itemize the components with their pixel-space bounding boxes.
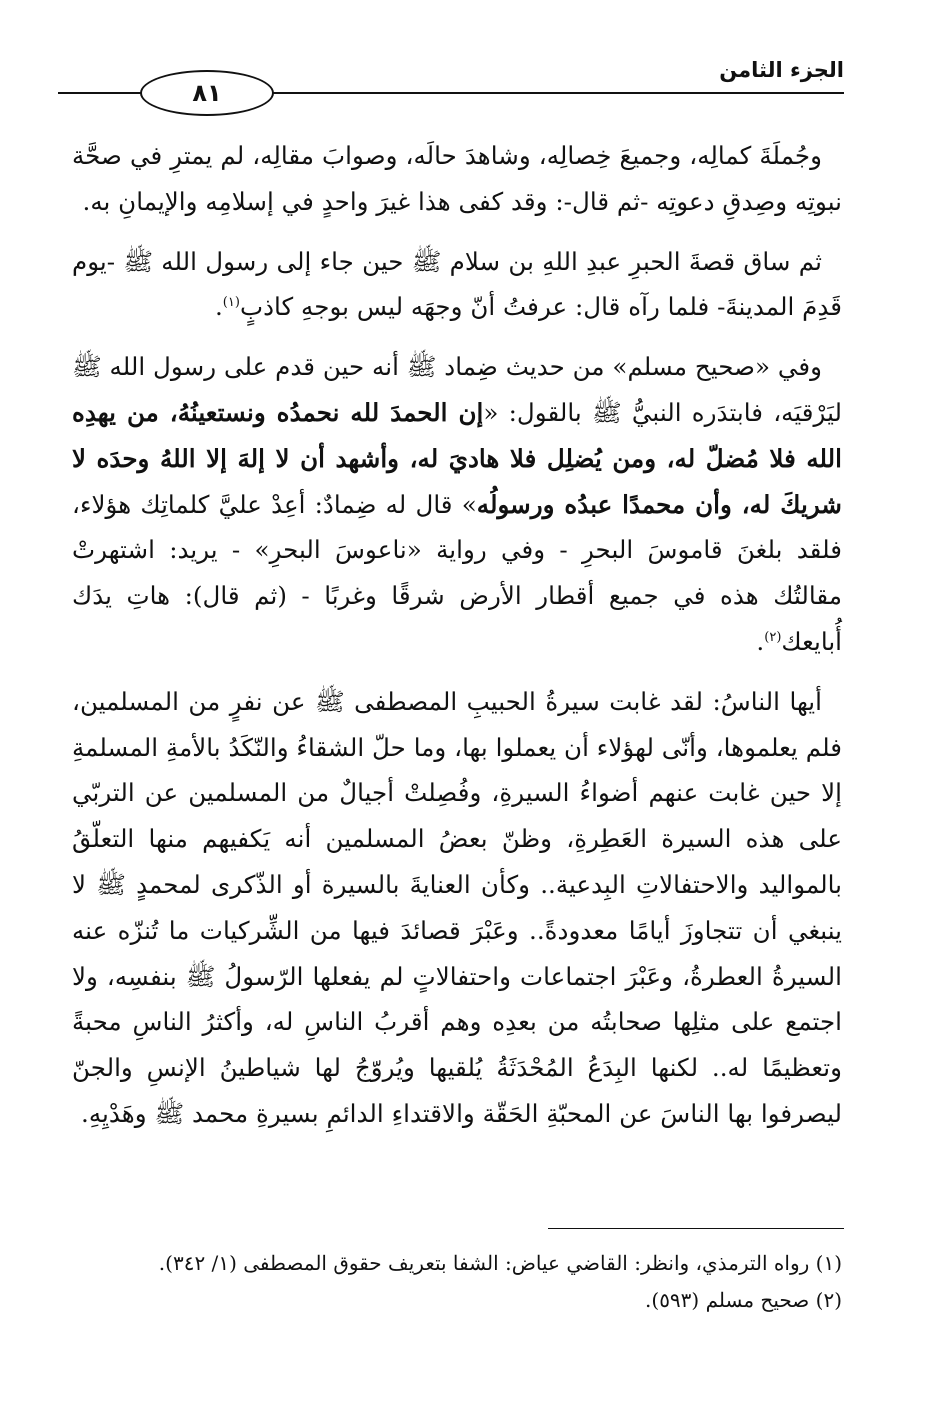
page-number: ٨١ — [140, 70, 274, 116]
hadith-quote: إن الحمدَ لله نحمدُه ونستعينُهُ، من يهدِه الله فلا مُضلّ له، ومن يُضلِل فلا هاديَ له، وأشهد أن لا إلهَ إلا اللهُ وحدَه لا شريكَ له، وأن محمدًا عبدُه ورسولُه — [72, 397, 842, 519]
footnotes — [60, 1245, 842, 1319]
paragraph-3-rest: » قال له ضِمادٌ: أعِدْ عليَّ كلماتِك هؤلاء، فلقد بلغنَ قاموسَ البحرِ - وفي رواية «ناعوسَ البحرِ» - يريد: اشتهرتْ مقالتُك هذه في جميع أقطار الأرض شرقًا وغربًا - (ثم قال): هاتِ يدَك أُبايعك — [72, 489, 842, 656]
page-header — [58, 40, 844, 110]
paragraph-1: وجُملَةَ كمالِه، وجميعَ خِصالِه، وشاهدَ حالَه، وصوابَ مقالِه، لم يمترِ في صحَّة نبوتِه وصِدقِ دعوتِه -ثم قال-: وقد كفى هذا غيرَ واحدٍ في إسلامِه والإيمانِ به. — [72, 141, 842, 216]
paragraph-3 — [72, 344, 842, 665]
paragraph-3-intro: وفي «صحيح مسلم» من حديث ضِماد ﷺ أنه حين قدم على رسول الله ﷺ ليَرْقيَه، فابتدَره النبيُّ ﷺ بالقول: « — [72, 352, 842, 427]
paragraph-3-end: . — [756, 626, 765, 656]
paragraph-4: أيها الناسُ: لقد غابت سيرةُ الحبيبِ المصطفى ﷺ عن نفرٍ من المسلمين، فلم يعلموها، وأنّى لهؤلاء أن يعملوا بها، وما حلّ الشقاءُ والنّكَدُ بالأمةِ المسلمةِ إلا حين غابت عنهم أضواءُ السيرةِ، وفُصِلتْ أجيالٌ من المسلمين عن التربّي على هذه السيرة العَطِرةِ، وظنّ بعضُ المسلمين أنه يَكفيهم منها التعلّقُ بالمواليد والاحتفالاتِ البِدعية.. وكأن العنايةَ بالسيرة أو الذّكرى لمحمدٍ ﷺ لا ينبغي أن تتجاوزَ أيامًا معدودةً.. وعَبْرَ قصائدَ فيها من الشِّركيات ما تُنزّه عنه السيرةُ العطرةُ، وعَبْرَ اجتماعات واحتفالاتٍ لم يفعلها الرّسولُ ﷺ بنفسِه، ولا اجتمع على مثلِها صحابتُه من بعدِه وهم أقربُ الناسِ له، وأكثرُ الناسِ محبةً وتعظيمًا له.. لكنها البِدَعُ المُحْدَثَةُ يُلقيها ويُروّجُ لها شياطينُ الإنسِ والجنّ ليصرفوا بها الناسَ عن المحبّةِ الحَقّة والاقتداءِ الدائمِ بسيرةِ محمد ﷺ وهَدْيِهِ. — [72, 686, 842, 1128]
footnote-rule — [548, 1228, 844, 1229]
paragraph-2-text: ثم ساق قصةَ الحبرِ عبدِ اللهِ بن سلام ﷺ حين جاء إلى رسول الله ﷺ -يوم قَدِمَ المدينةَ- فلما رآه قال: عرفتُ أنّ وجهَه ليس بوجهِ كاذبٍ — [72, 246, 842, 322]
footnote-1: (١) رواه الترمذي، وانظر: القاضي عياض: الشفا بتعريف حقوق المصطفى (١/ ٣٤٢). — [158, 1251, 842, 1275]
body-text — [72, 133, 842, 1151]
footnote-ref-1: (١) — [222, 295, 240, 311]
section-title: الجزء الثامن — [719, 58, 844, 82]
footnote-2: (٢) صحيح مسلم (٥٩٣). — [645, 1288, 842, 1312]
paragraph-2-end: . — [214, 292, 223, 322]
footnote-ref-2: (٢) — [764, 629, 782, 645]
paragraph-2 — [72, 239, 842, 331]
